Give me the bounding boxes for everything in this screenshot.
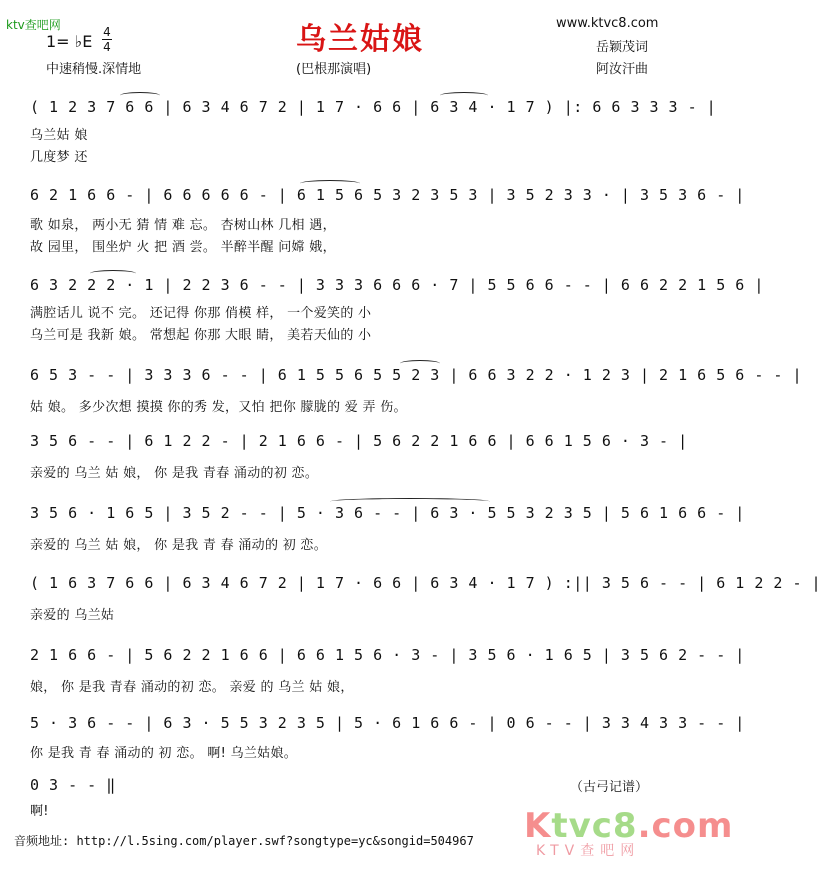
score-line-7-notes: ( 1 6 3 7 6 6 | 6 3 4 6 7 2 | 1 7 · 6 6 | 6 3 4 · 1 7 ) :|| 3 5 6 - - | 6 1 2 2 - | xyxy=(30,574,821,592)
slur-arc xyxy=(440,92,488,99)
transcriber-credit: （古弓记谱） xyxy=(570,780,649,795)
key-signature: 1= ♭E xyxy=(46,32,93,51)
score-line-2-notes: 6 2 1 6 6 - | 6 6 6 6 6 - | 6 1 5 6 5 3 2 3 5 3 | 3 5 2 3 3 · | 3 5 3 6 - | xyxy=(30,186,745,204)
song-title: 乌兰姑娘 xyxy=(296,22,424,57)
score-line-5-notes: 3 5 6 - - | 6 1 2 2 - | 2 1 6 6 - | 5 6 2 2 1 6 6 | 6 6 1 5 6 · 3 - | xyxy=(30,432,688,450)
score-line-3-lyric-2: 乌兰可是 我新 娘。 常想起 你那 大眼 睛， 美若天仙的 小 xyxy=(30,328,372,343)
score-line-4-lyric-1: 姑 娘。 多少次想 摸摸 你的秀 发，又怕 把你 朦胧的 爱 弄 伤。 xyxy=(30,400,407,415)
score-line-1-lyric-2: 几度梦 还 xyxy=(30,150,88,165)
slur-arc xyxy=(330,498,490,505)
score-line-9-lyric-1: 你 是我 青 春 涌动的 初 恋。 啊! 乌兰姑娘。 xyxy=(30,746,298,761)
time-signature-top: 4 xyxy=(103,25,111,39)
score-line-9-notes: 5 · 3 6 - - | 6 3 · 5 5 3 2 3 5 | 5 · 6 1 6 6 - | 0 6 - - | 3 3 4 3 3 - - | xyxy=(30,714,745,732)
score-line-10-notes: 0 3 - - ‖ xyxy=(30,776,116,794)
score-line-7-lyric-1: 亲爱的 乌兰姑 xyxy=(30,608,115,623)
tempo-marking: 中速稍慢.深情地 xyxy=(46,62,142,77)
slur-arc xyxy=(120,92,160,99)
score-line-5-lyric-1: 亲爱的 乌兰 姑 娘， 你 是我 青春 涌动的初 恋。 xyxy=(30,466,319,481)
watermark-sub: KTV查吧网 xyxy=(536,843,641,859)
score-line-3-notes: 6 3 2 2 2 · 1 | 2 2 3 6 - - | 3 3 3 6 6 6 · 7 | 5 5 6 6 - - | 6 6 2 2 1 5 6 | xyxy=(30,276,764,294)
site-logo-text: ktv查吧网 xyxy=(6,18,61,32)
score-line-4-notes: 6 5 3 - - | 3 3 3 6 - - | 6 1 5 5 6 5 5 2 3 | 6 6 3 2 2 · 1 2 3 | 2 1 6 5 6 - - | xyxy=(30,366,802,384)
score-line-3-lyric-1: 满腔话儿 说不 完。 还记得 你那 俏模 样， 一个爱笑的 小 xyxy=(30,306,372,321)
score-line-6-notes: 3 5 6 · 1 6 5 | 3 5 2 - - | 5 · 3 6 - - | 6 3 · 5 5 3 2 3 5 | 5 6 1 6 6 - | xyxy=(30,504,745,522)
watermark-logo: Ktvc8.com xyxy=(524,806,734,846)
score-line-6-lyric-1: 亲爱的 乌兰 姑 娘， 你 是我 青 春 涌动的 初 恋。 xyxy=(30,538,328,553)
time-signature-bottom: 4 xyxy=(103,40,111,54)
audio-url: 音频地址: http://l.5sing.com/player.swf?songtype=yc&songid=504967 xyxy=(14,834,474,848)
score-line-8-lyric-1: 娘， 你 是我 青春 涌动的初 恋。 亲爱 的 乌兰 姑 娘， xyxy=(30,680,354,695)
composer: 阿汝汗曲 xyxy=(596,62,649,77)
score-line-1-lyric-1: 乌兰姑 娘 xyxy=(30,128,88,143)
singer: (巴根那演唱) xyxy=(296,62,372,77)
slur-arc xyxy=(400,360,440,367)
lyricist: 岳颖茂词 xyxy=(596,40,649,55)
score-line-2-lyric-1: 歌 如泉， 两小无 猜 情 难 忘。 杏树山林 几相 遇， xyxy=(30,218,336,233)
site-url: www.ktvc8.com xyxy=(556,16,659,31)
slur-arc xyxy=(300,180,360,187)
score-line-1-notes: ( 1 2 3 7 6 6 | 6 3 4 6 7 2 | 1 7 · 6 6 | 6 3 4 · 1 7 ) |: 6 6 3 3 3 - | xyxy=(30,98,717,116)
score-line-8-notes: 2 1 6 6 - | 5 6 2 2 1 6 6 | 6 6 1 5 6 · 3 - | 3 5 6 · 1 6 5 | 3 5 6 2 - - | xyxy=(30,646,745,664)
score-line-2-lyric-2: 故 园里， 围坐炉 火 把 酒 尝。 半醉半醒 问嫦 娥， xyxy=(30,240,336,255)
time-signature xyxy=(102,26,112,53)
score-line-10-lyric-1: 啊! xyxy=(30,804,49,819)
slur-arc xyxy=(90,270,136,277)
